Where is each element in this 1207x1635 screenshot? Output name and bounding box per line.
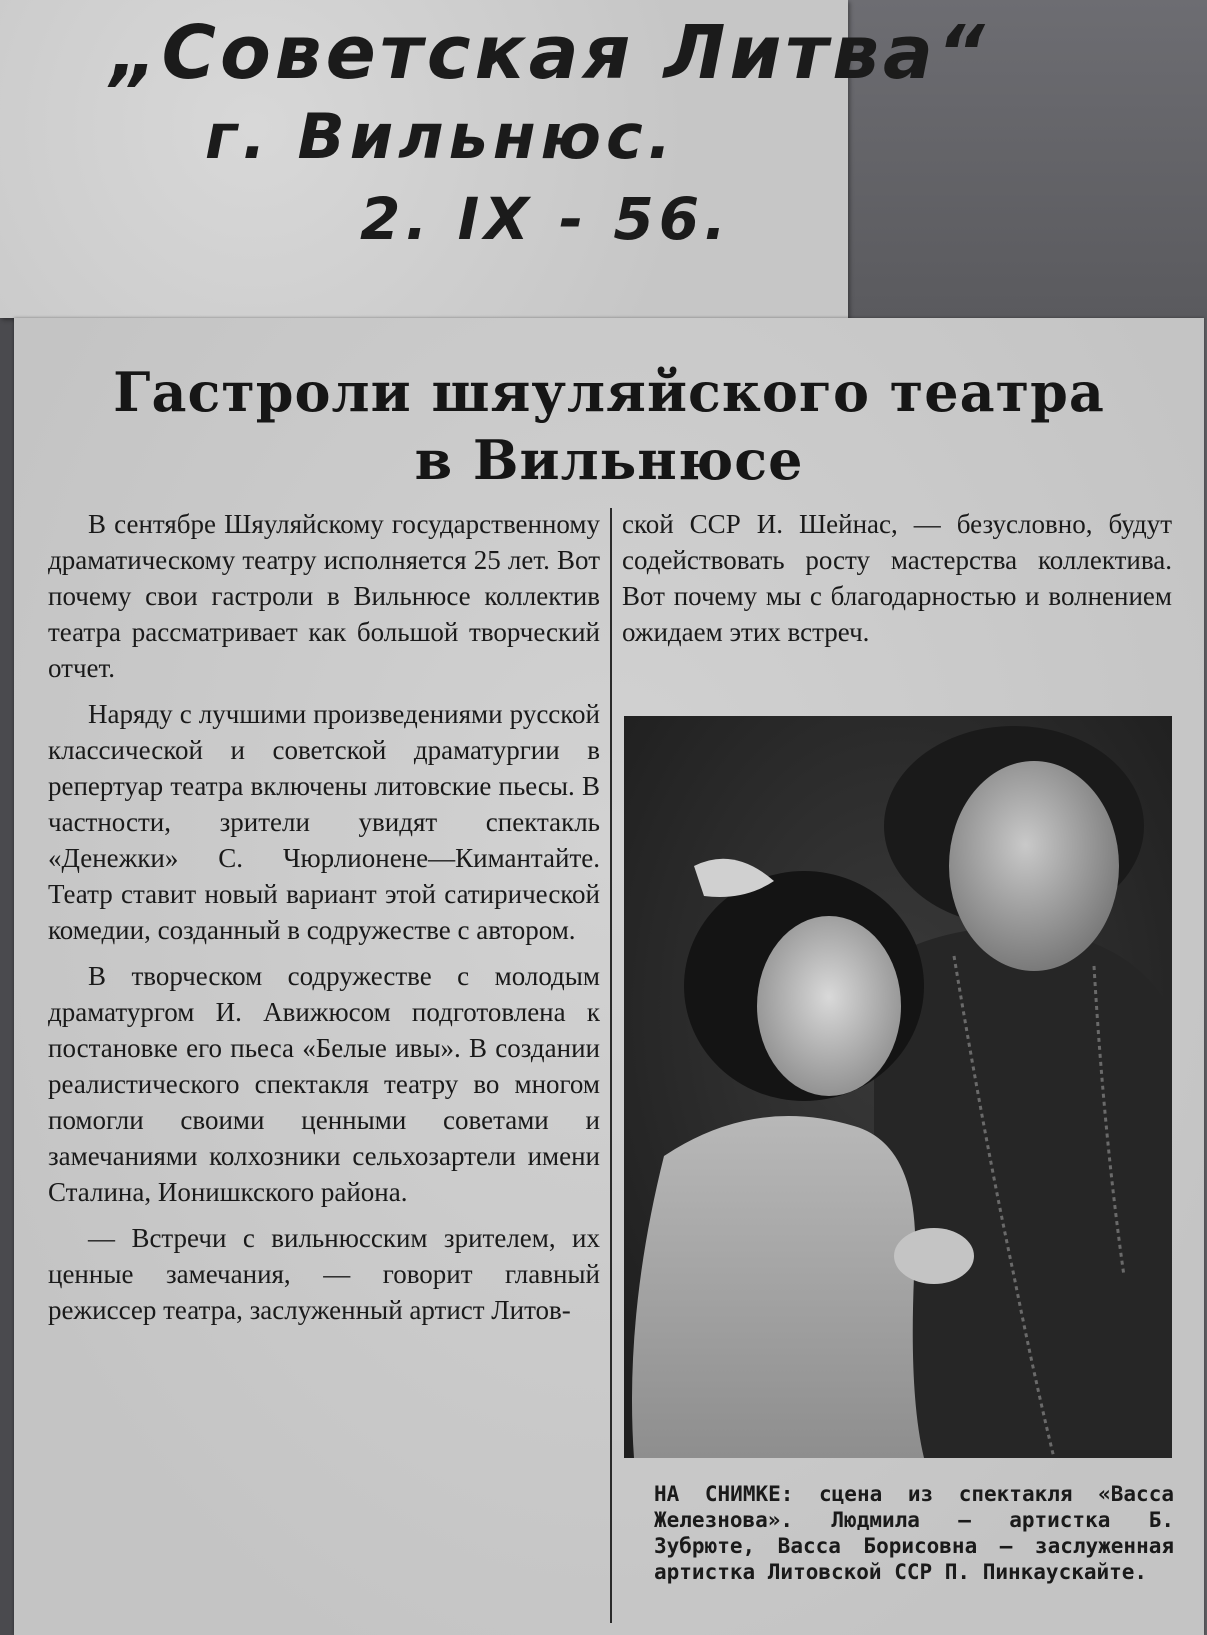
article-paragraph: Наряду с лучшими произведениями русской классической и советской драматургии в репертуар театра включены литовские пьесы. В частности, зрители увидят спектакль «Денежки» С. Чюрлионене—Кимантайте. Театр ставит новый вариант этой сатирической комедии, созданный в содружестве с автором. xyxy=(48,699,600,945)
photo-caption xyxy=(654,1481,1174,1585)
note-date: 2. IX - 56. xyxy=(360,185,732,253)
article-paragraph: В сентябре Шяуляйскому государственному драматическому театру исполняется 25 лет. Вот почему свои гастроли в Вильнюсе коллектив театра рассматривает как большой творческий отчет. xyxy=(48,509,600,683)
note-city: г. Вильнюс. xyxy=(205,100,677,173)
headline-line-2: в Вильнюсе xyxy=(414,428,804,492)
caption-text: сцена из спектакля «Васса Железнова». Людмила — артистка Б. Зубрюте, Васса Борисовна — заслуженная артистка Литовской ССР П. Пинкаускайте. xyxy=(654,1482,1174,1584)
photo-illustration xyxy=(624,716,1172,1458)
handwritten-note xyxy=(0,0,989,318)
newspaper-clipping xyxy=(14,318,1204,1635)
background-left-strip xyxy=(0,300,14,1635)
article-right-column xyxy=(622,506,1172,660)
caption-lead: НА СНИМКЕ: xyxy=(654,1482,794,1506)
note-newspaper-name: „Советская Литва“ xyxy=(110,10,989,96)
photo-scene xyxy=(624,716,1172,1458)
article-left-column xyxy=(48,506,600,1338)
headline-line-1: Гастроли шяуляйского театра xyxy=(113,360,1105,424)
article-paragraph: — Встречи с вильнюсским зрителем, их ценные замечания, — говорит главный режиссер театра, заслуженный артист Литов- xyxy=(48,1223,600,1325)
column-divider xyxy=(610,508,612,1623)
article-paragraph: В творческом содружестве с молодым драматургом И. Авижюсом подготовлена к постановке его пьеса «Белые ивы». В создании реалистического спектакля театру во многом помогли своими ценными советами и замечаниями колхозники сельхозартели имени Сталина, Ионишкского района. xyxy=(48,961,600,1207)
article-paragraph: ской ССР И. Шейнас, — безусловно, будут содействовать росту мастерства коллектива. Вот почему мы с благодарностью и волнением ожидаем этих встреч. xyxy=(622,509,1172,647)
